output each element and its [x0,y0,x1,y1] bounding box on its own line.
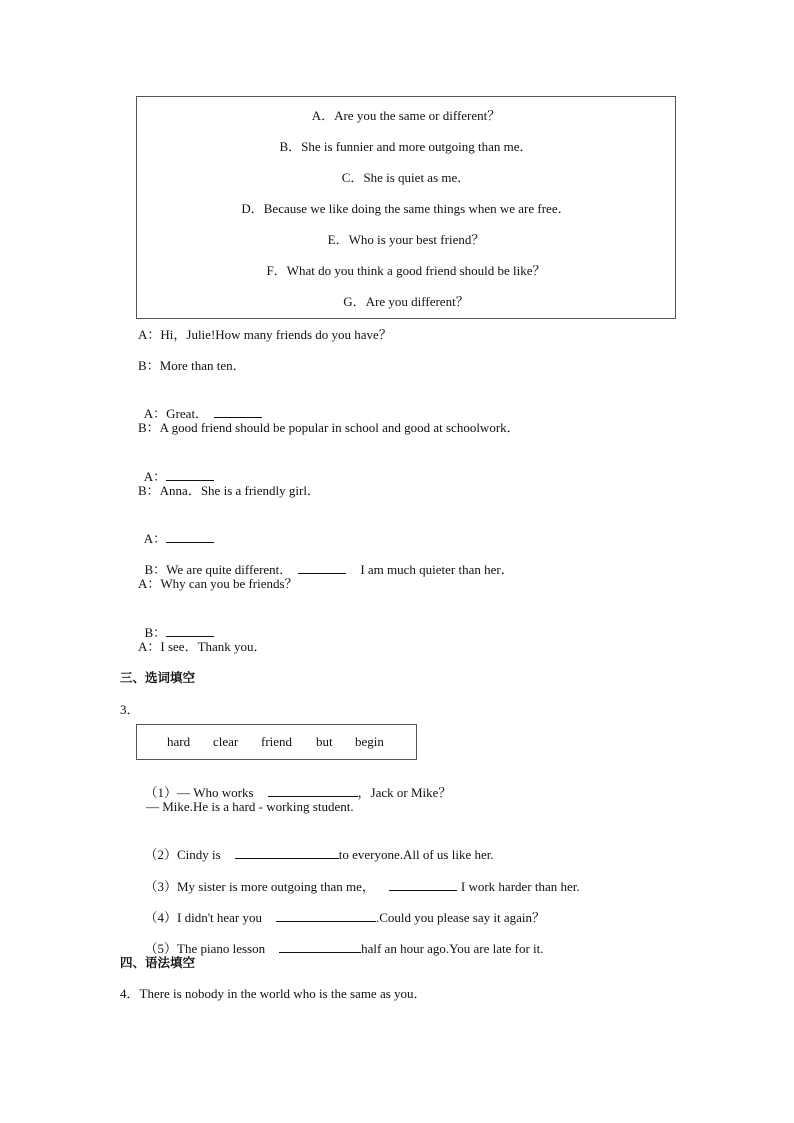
fill-question [138,893,545,926]
dialogue-text: B：We are quite different． [144,562,293,577]
dialogue-line: B：Anna．She is a friendly girl． [138,483,320,498]
option-f: F．What do you think a good friend should be like？ [266,263,546,278]
question-text: （4）I didn't hear you [144,910,263,925]
answer-blank[interactable] [166,624,214,637]
dialogue-line [138,389,262,422]
fill-question [138,830,494,863]
option-b: B．She is funnier and more outgoing than me． [279,139,533,154]
answer-blank[interactable] [235,846,339,859]
option-g: G．Are you different？ [343,294,469,309]
word-bank-box [136,724,417,760]
dialogue-line [138,608,214,641]
question-text: half an hour ago.You are late for it. [361,941,544,956]
answer-blank[interactable] [166,530,214,543]
fill-question [138,768,451,801]
dialogue-line: A：I see．Thank you． [138,639,267,654]
section-heading: 四、语法填空 [120,955,196,970]
question-number: 3． [120,702,140,717]
answer-blank[interactable] [214,405,262,418]
dialogue-line [138,452,214,485]
question-text: （5）The piano lesson [144,941,266,956]
answer-blank[interactable] [268,784,358,797]
question-text: 4．There is nobody in the world who is the same as you． [120,986,427,1001]
fill-question [138,924,544,957]
answer-blank[interactable] [166,468,214,481]
question-text: I work harder than her. [460,879,580,894]
dialogue-line: A：Hi，Julie!How many friends do you have？ [138,327,392,342]
option-a: A．Are you the same or different？ [311,108,501,123]
word-bank-item: begin [355,734,384,749]
answer-blank[interactable] [298,561,346,574]
answer-blank[interactable] [389,878,457,891]
dialogue-line: A：Why can you be friends？ [138,576,298,591]
dialogue-text: A：Great． [143,406,209,421]
dialogue-text: I am much quieter than her． [360,562,514,577]
question-text: （2）Cindy is [144,847,221,862]
question-text: （3）My sister is more outgoing than me， [144,879,375,894]
question-text: ，Jack or Mike？ [357,785,452,800]
dialogue-line: B：A good friend should be popular in school and good at schoolwork． [138,420,520,435]
word-bank-item: but [316,734,333,749]
word-bank-item: hard [167,734,191,749]
dialogue-line [138,514,214,547]
fill-question: — Mike.He is a hard - working student. [146,799,354,814]
question-text: .Could you please say it again？ [376,910,545,925]
dialogue-line: B：More than ten． [138,358,246,373]
question-text: to everyone.All of us like her. [338,847,494,862]
option-d: D．Because we like doing the same things when we are free． [241,201,571,216]
word-bank-item: friend [261,734,293,749]
word-bank-item: clear [213,734,239,749]
option-e: E．Who is your best friend？ [327,232,485,247]
option-c: C．She is quiet as me． [341,170,471,185]
section-heading: 三、选词填空 [120,670,196,685]
question-text: （1）— Who works [144,785,254,800]
options-box [136,96,676,319]
dialogue-line [138,545,514,578]
dialogue-text: A： [143,531,167,546]
dialogue-text: A： [143,469,167,484]
answer-blank[interactable] [279,940,361,953]
dialogue-text: B： [144,625,167,640]
answer-blank[interactable] [276,909,376,922]
fill-question [138,862,580,895]
